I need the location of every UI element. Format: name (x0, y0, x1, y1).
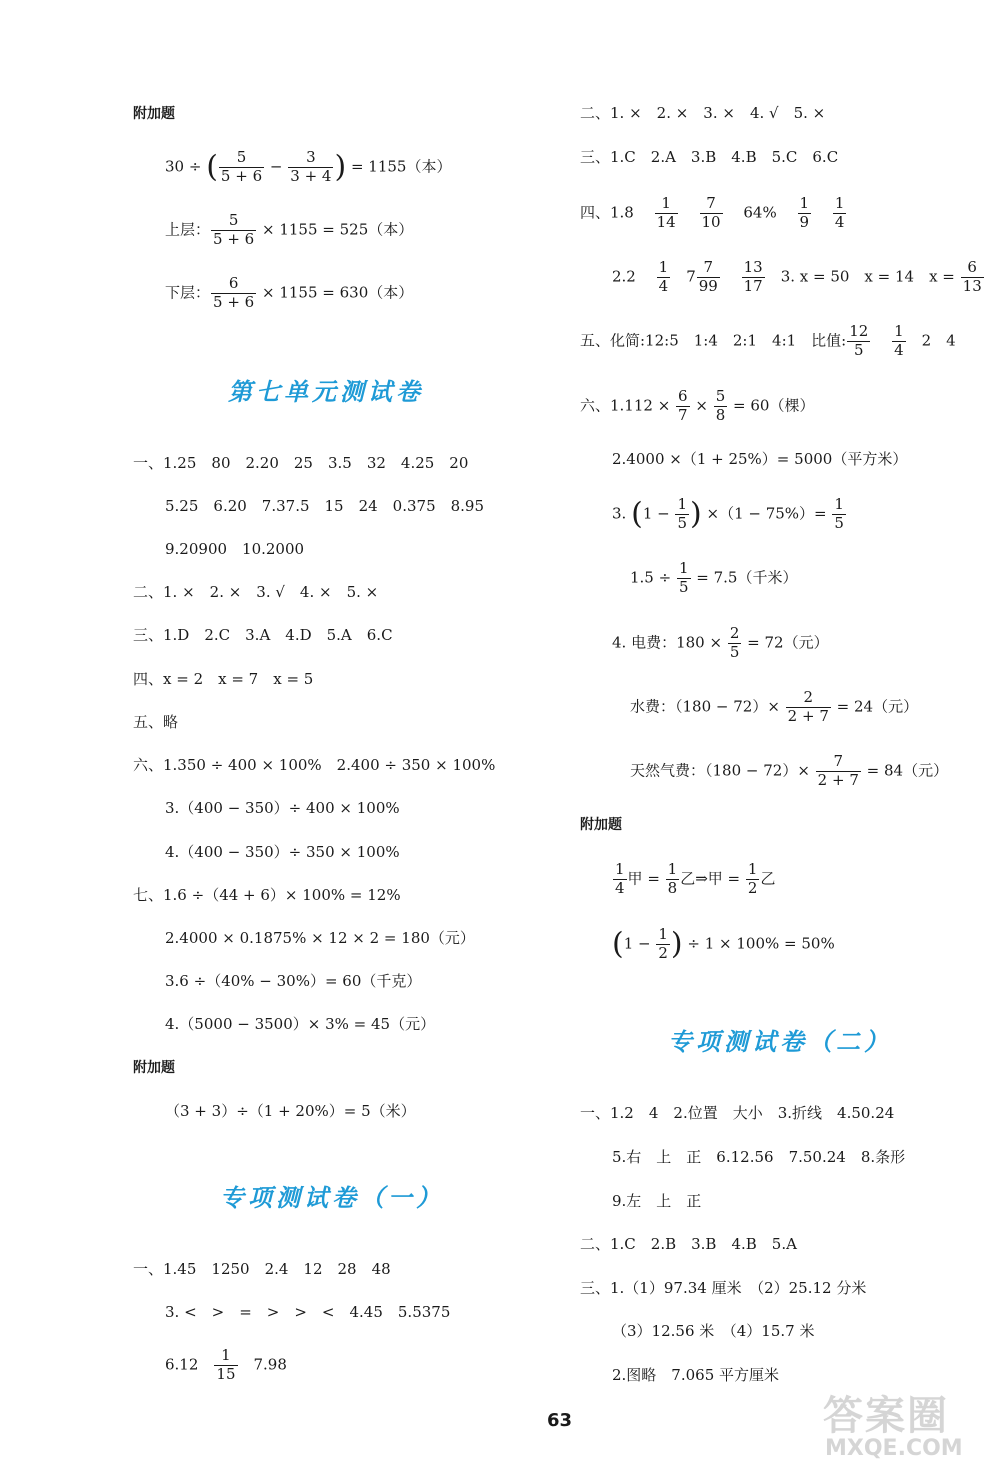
unit7-line-4: 二、1. × 2. × 3. √ 4. × 5. × (133, 583, 379, 601)
special2-line-7: 2.图略 7.065 平方厘米 (612, 1366, 780, 1384)
special2-line-3: 9.左 上 正 (612, 1192, 702, 1210)
right-line-9: 1.5 ÷ $\frac{1}{5}$ = 7.5（千米） (630, 559, 798, 596)
page-number: 63 (547, 1410, 573, 1431)
watermark-logo (805, 1380, 995, 1470)
watermark-url: MXQE.COM (825, 1436, 963, 1461)
unit7-line-9: 3.（400 − 350）÷ 400 × 100% (165, 799, 400, 817)
fujia-title-3: 附加题 (580, 817, 622, 833)
special2-line-4: 二、1.C 2.B 3.B 4.B 5.A (580, 1235, 797, 1253)
right-line-12: 天然气费：（180 − 72）× $\frac{7}{2 + 7}$ = 84（元） (630, 752, 949, 789)
fujia-equation-1: 30 ÷ ( $\frac{5}{5 + 6}$ − $\frac{3}{3 + 4}$ ) = 1155（本） (165, 148, 452, 185)
right-line-4: 2.2 $\frac{1}{4}$ 7 $\frac{7}{99}$ $\frac{13}{17}$ 3. x = 50 x = 14 x = $\frac{6}{13}$ (612, 258, 982, 295)
special1-line-1: 一、1.45 1250 2.4 12 28 48 (133, 1260, 391, 1278)
right-line-1: 二、1. × 2. × 3. × 4. √ 5. × (580, 104, 826, 122)
right-line-3: 四、1.8 $\frac{1}{14}$ $\frac{7}{10}$ 64% $\frac{1}{9}$ $\frac{1}{4}$ (580, 194, 845, 231)
fujia-equation-3: 下层： $\frac{6}{5 + 6}$ × 1155 = 630（本） (165, 274, 414, 311)
watermark-title: 答案圈 (823, 1393, 949, 1439)
special2-line-5: 三、1.（1）97.34 厘米 （2）25.12 分米 (580, 1279, 867, 1297)
unit7-line-1: 一、1.25 80 2.20 25 3.5 32 4.25 20 (133, 454, 469, 472)
right-line-10: 4. 电费：180 × $\frac{2}{5}$ = 72（元） (612, 624, 829, 661)
unit7-line-14: 4.（5000 − 3500）× 3% = 45（元） (165, 1015, 436, 1033)
right-line-6: 六、1.112 × $\frac{6}{7}$ × $\frac{5}{8}$ = 60（棵） (580, 387, 815, 424)
fujia-equation-4: （3 + 3）÷（1 + 20%）= 5（米） (165, 1102, 416, 1120)
right-line-11: 水费：（180 − 72）× $\frac{2}{2 + 7}$ = 24（元） (630, 688, 919, 725)
unit7-line-10: 4.（400 − 350）÷ 350 × 100% (165, 843, 400, 861)
unit7-line-7: 五、略 (133, 713, 179, 731)
unit7-line-13: 3.6 ÷（40% − 30%）= 60（千克） (165, 972, 422, 990)
special2-line-6: （3）12.56 米 （4）15.7 米 (612, 1322, 815, 1340)
special1-line-3: 6.12 $\frac{1}{15}$ 7.98 (165, 1346, 287, 1383)
unit7-line-11: 七、1.6 ÷（44 + 6）× 100% = 12% (133, 886, 401, 904)
section-heading-unit7: 第七单元测试卷 (228, 378, 424, 406)
fujia-title-1: 附加题 (133, 106, 175, 122)
right-line-8: 3. (1 − $\frac{1}{5}$ ) ×（1 − 75%）= $\frac{1}{5}$ (612, 495, 844, 532)
unit7-line-3: 9.20900 10.2000 (165, 540, 305, 558)
unit7-line-5: 三、1.D 2.C 3.A 4.D 5.A 6.C (133, 626, 393, 644)
right-line-13: $\frac{1}{4}$ 甲 = $\frac{1}{8}$ 乙⇒甲 = $\frac{1}{2}$ 乙 (615, 860, 776, 897)
section-heading-special2: 专项测试卷（二） (668, 1028, 892, 1056)
unit7-line-2: 5.25 6.20 7.37.5 15 24 0.375 8.95 (165, 497, 485, 515)
special1-line-2: 3. < > = > > < 4.45 5.5375 (165, 1303, 451, 1321)
right-line-14: (1 − $\frac{1}{2}$ ) ÷ 1 × 100% = 50% (612, 925, 835, 962)
right-line-5: 五、化简:12:5 1:4 2:1 4:1 比值: $\frac{12}{5}$ $\frac{1}{4}$ 2 4 (580, 322, 956, 359)
section-heading-special1: 专项测试卷（一） (220, 1184, 444, 1212)
special2-line-2: 5.右 上 正 6.12.56 7.50.24 8.条形 (612, 1148, 906, 1166)
fujia-title-2: 附加题 (133, 1060, 175, 1076)
unit7-line-6: 四、x = 2 x = 7 x = 5 (133, 670, 314, 688)
special2-line-1: 一、1.2 4 2.位置 大小 3.折线 4.50.24 (580, 1104, 895, 1122)
right-line-2: 三、1.C 2.A 3.B 4.B 5.C 6.C (580, 148, 839, 166)
unit7-line-8: 六、1.350 ÷ 400 × 100% 2.400 ÷ 350 × 100% (133, 756, 496, 774)
right-line-7: 2.4000 ×（1 + 25%）= 5000（平方米） (612, 450, 908, 468)
fujia-equation-2: 上层： $\frac{5}{5 + 6}$ × 1155 = 525（本） (165, 211, 414, 248)
unit7-line-12: 2.4000 × 0.1875% × 12 × 2 = 180（元） (165, 929, 475, 947)
